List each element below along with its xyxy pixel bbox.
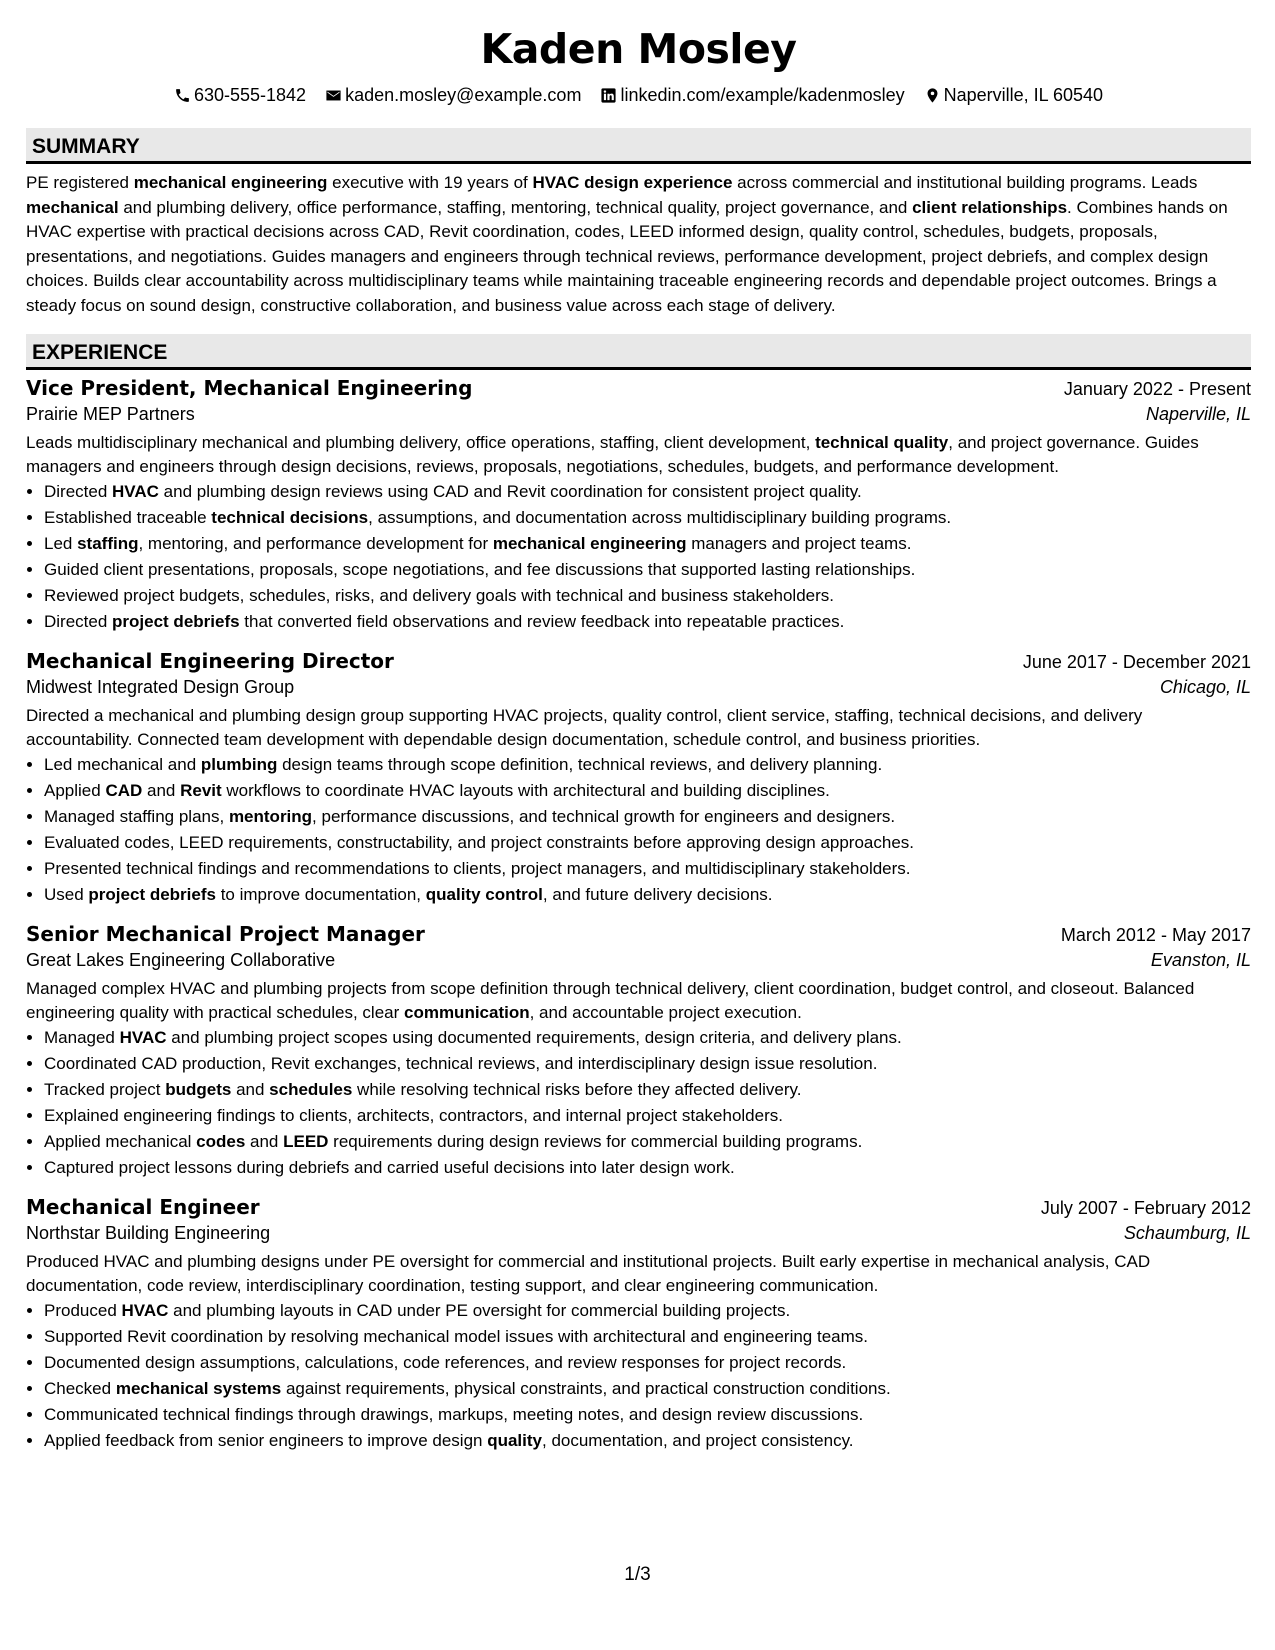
email-icon (325, 87, 342, 104)
bold-keyword: mechanical (26, 197, 119, 217)
bold-keyword: mechanical engineering (133, 173, 328, 192)
bold-keyword: HVAC (119, 1028, 167, 1047)
job-description (26, 1250, 1251, 1298)
contact-line (26, 83, 1251, 107)
text-segment: , and future delivery decisions. (542, 885, 773, 904)
company-name: Prairie MEP Partners (26, 404, 195, 424)
bold-keyword: schedules (269, 1080, 353, 1099)
job-title: Mechanical Engineering Director (26, 649, 394, 673)
list-item (44, 1155, 1251, 1181)
text-segment: Applied (44, 781, 106, 800)
text-segment: and (142, 781, 181, 800)
email-item (325, 83, 581, 107)
summary-heading: SUMMARY (26, 128, 1251, 164)
text-segment: , and project governance. Guides managers and engineers through design decisions, reviews, proposals, negotiations, schedules, budgets, and performance development. (26, 433, 1199, 476)
job-description (26, 431, 1251, 479)
text-segment: Led mechanical and (44, 755, 201, 774)
list-item (44, 752, 1251, 778)
list-item (44, 505, 1251, 531)
list-item (44, 1298, 1251, 1324)
text-segment: Evaluated codes, LEED requirements, constructability, and project constraints before approving design approaches. (44, 833, 915, 852)
list-item (44, 804, 1251, 830)
job-title-row (26, 376, 1251, 400)
job-bullets (26, 1025, 1251, 1181)
text-segment: to improve documentation, (215, 885, 426, 904)
text-segment: Directed a mechanical and plumbing design group supporting HVAC projects, quality control, client service, staffing, technical decisions, and delivery accountability. Connected team development with dependable design documentation, schedule control, and business priorities. (26, 706, 1143, 749)
job-company-row (26, 950, 1251, 971)
job-company-row (26, 1223, 1251, 1244)
bold-keyword: LEED (283, 1132, 329, 1151)
bold-keyword: communication (403, 1003, 530, 1022)
text-segment: Captured project lessons during debriefs and carried useful decisions into later design work. (44, 1158, 735, 1177)
list-item (44, 778, 1251, 804)
text-segment: Directed (44, 482, 113, 501)
location-pin-icon (924, 87, 941, 104)
job-description (26, 977, 1251, 1025)
linkedin-item (600, 83, 904, 107)
list-item (44, 583, 1251, 609)
text-segment: , documentation, and project consistency. (542, 1431, 854, 1450)
bold-keyword: mentoring (228, 807, 313, 826)
experience-list (26, 376, 1251, 1454)
job-entry (26, 376, 1251, 635)
bold-keyword: HVAC (112, 482, 159, 501)
list-item (44, 1324, 1251, 1350)
text-segment: Communicated technical findings through drawings, markups, meeting notes, and design review discussions. (44, 1405, 864, 1424)
job-bullets (26, 1298, 1251, 1454)
text-segment: and plumbing design reviews using CAD and Revit coordination for consistent project quality. (158, 482, 862, 501)
text-segment: requirements during design reviews for commercial building programs. (328, 1132, 863, 1151)
list-item (44, 1428, 1251, 1454)
text-segment: and (245, 1132, 284, 1151)
bold-keyword: Revit (180, 781, 222, 800)
text-segment: Coordinated CAD production, Revit exchanges, technical reviews, and interdisciplinary design issue resolution. (44, 1054, 878, 1073)
text-segment: executive with 19 years of (327, 173, 533, 192)
text-segment: Tracked project (44, 1080, 166, 1099)
linkedin-icon (600, 87, 617, 104)
job-title-row (26, 1195, 1251, 1219)
list-item (44, 830, 1251, 856)
text-segment: PE registered (26, 173, 134, 192)
job-company-row (26, 677, 1251, 698)
text-segment: workflows to coordinate HVAC layouts with architectural and building disciplines. (221, 781, 830, 800)
bold-keyword: client relationships (912, 197, 1068, 217)
text-segment: Used (44, 885, 89, 904)
text-segment: , and accountable project execution. (529, 1003, 802, 1022)
bold-keyword: plumbing (200, 755, 278, 774)
list-item (44, 856, 1251, 882)
text-segment: Explained engineering findings to clients, architects, contractors, and internal project stakeholders. (44, 1106, 783, 1125)
text-segment: design teams through scope definition, technical reviews, and delivery planning. (277, 755, 883, 774)
bold-keyword: mechanical systems (115, 1379, 282, 1398)
text-segment: and (231, 1080, 270, 1099)
company-name: Northstar Building Engineering (26, 1223, 271, 1243)
list-item (44, 1129, 1251, 1155)
bold-keyword: HVAC (121, 1301, 169, 1320)
summary-text (26, 171, 1251, 318)
text-segment: Presented technical findings and recommendations to clients, project managers, and multidisciplinary stakeholders. (44, 859, 911, 878)
bold-keyword: quality (487, 1431, 542, 1450)
resume-page (26, 0, 1251, 1454)
job-dates: July 2007 - February 2012 (1040, 1198, 1251, 1218)
bold-keyword: project debriefs (112, 612, 240, 631)
job-entry (26, 1195, 1251, 1454)
text-segment: Led (44, 534, 78, 553)
text-segment: against requirements, physical constraints, and practical construction conditions. (281, 1379, 891, 1398)
job-entry (26, 922, 1251, 1181)
list-item (44, 609, 1251, 635)
job-description (26, 704, 1251, 752)
company-name: Midwest Integrated Design Group (26, 677, 295, 697)
text-segment: and plumbing layouts in CAD under PE oversight for commercial building projects. (168, 1301, 791, 1320)
job-title-row (26, 649, 1251, 673)
job-dates: June 2017 - December 2021 (1022, 652, 1251, 672)
bold-keyword: CAD (105, 781, 143, 800)
list-item (44, 882, 1251, 908)
text-segment: Managed staffing plans, (44, 807, 229, 826)
list-item (44, 531, 1251, 557)
job-dates: March 2012 - May 2017 (1060, 925, 1251, 945)
job-bullets (26, 752, 1251, 908)
text-segment: . Combines hands on HVAC expertise with practical decisions across CAD, Revit coordination, codes, LEED informed design, quality control, schedules, budgets, proposals, presentations, and negotiations. Guides managers and engineers through technical reviews, performance development, project debriefs, and complex design choices. Builds clear accountability across multidisciplinary teams while maintaining traceable engineering records and dependable project outcomes. Brings a steady focus on sound design, constructive collaboration, and business value across each stage of delivery. (26, 197, 1228, 315)
experience-heading: EXPERIENCE (26, 334, 1251, 370)
email-address[interactable]: kaden.mosley@example.com (345, 85, 582, 105)
job-location: Chicago, IL (1159, 677, 1251, 697)
list-item (44, 1103, 1251, 1129)
text-segment: Directed (44, 612, 113, 631)
text-segment: Established traceable (44, 508, 212, 527)
text-segment: Documented design assumptions, calculations, code references, and review responses for project records. (44, 1353, 847, 1372)
text-segment: Managed complex HVAC and plumbing projects from scope definition through technical delivery, client coordination, budget control, and closeout. Balanced engineering quality with practical schedules, clear (26, 979, 1195, 1022)
text-segment: , mentoring, and performance development for (138, 534, 493, 553)
bold-keyword: technical decisions (211, 508, 369, 527)
phone-item (174, 83, 306, 107)
job-location: Schaumburg, IL (1123, 1223, 1251, 1243)
text-segment: Checked (44, 1379, 116, 1398)
text-segment: , performance discussions, and technical growth for engineers and designers. (312, 807, 896, 826)
text-segment: Produced HVAC and plumbing designs under PE oversight for commercial and institutional projects. Built early expertise in mechanical analysis, CAD documentation, code review, interdisciplinary coordination, testing support, and clear engineering communication. (26, 1252, 1151, 1295)
job-title: Mechanical Engineer (26, 1195, 260, 1219)
bold-keyword: staffing (77, 534, 139, 553)
bold-keyword: HVAC design experience (532, 173, 733, 192)
text-segment: across commercial and institutional building programs. Leads (732, 173, 1198, 192)
location-text: Naperville, IL 60540 (943, 85, 1104, 105)
list-item (44, 1376, 1251, 1402)
job-company-row (26, 404, 1251, 425)
text-segment: and plumbing project scopes using documented requirements, design criteria, and delivery plans. (166, 1028, 902, 1047)
bold-keyword: budgets (165, 1080, 232, 1099)
text-segment: that converted field observations and review feedback into repeatable practices. (239, 612, 845, 631)
job-location: Evanston, IL (1150, 950, 1251, 970)
bold-keyword: project debriefs (88, 885, 216, 904)
company-name: Great Lakes Engineering Collaborative (26, 950, 336, 970)
text-segment: Managed (44, 1028, 120, 1047)
text-segment: managers and project teams. (686, 534, 912, 553)
text-segment: Applied feedback from senior engineers to improve design (44, 1431, 488, 1450)
text-segment: Guided client presentations, proposals, scope negotiations, and fee discussions that supported lasting relationships. (44, 560, 916, 579)
job-bullets (26, 479, 1251, 635)
job-title: Senior Mechanical Project Manager (26, 922, 425, 946)
location-item (924, 83, 1103, 107)
list-item (44, 1350, 1251, 1376)
job-entry (26, 649, 1251, 908)
text-segment: , assumptions, and documentation across multidisciplinary building programs. (368, 508, 952, 527)
list-item (44, 1051, 1251, 1077)
list-item (44, 1025, 1251, 1051)
bold-keyword: technical quality (815, 433, 949, 452)
text-segment: Supported Revit coordination by resolving mechanical model issues with architectural and engineering teams. (44, 1327, 869, 1346)
phone-number[interactable]: 630-555-1842 (193, 85, 307, 105)
job-location: Naperville, IL (1145, 404, 1251, 424)
text-segment: Leads multidisciplinary mechanical and plumbing delivery, office operations, staffing, client development, (26, 433, 816, 452)
list-item (44, 1402, 1251, 1428)
text-segment: while resolving technical risks before they affected delivery. (352, 1080, 802, 1099)
page-number: 1/3 (624, 1564, 651, 1585)
phone-icon (174, 87, 191, 104)
bold-keyword: codes (196, 1132, 246, 1151)
list-item (44, 1077, 1251, 1103)
list-item (44, 479, 1251, 505)
text-segment: and plumbing delivery, office performance, staffing, mentoring, technical quality, project governance, and (118, 197, 913, 217)
job-title-row (26, 922, 1251, 946)
text-segment: Produced (44, 1301, 122, 1320)
list-item (44, 557, 1251, 583)
text-segment: Reviewed project budgets, schedules, risks, and delivery goals with technical and business stakeholders. (44, 586, 834, 605)
text-segment: Applied mechanical (44, 1132, 197, 1151)
linkedin-url[interactable]: linkedin.com/example/kadenmosley (620, 85, 905, 105)
job-dates: January 2022 - Present (1063, 379, 1251, 399)
bold-keyword: mechanical engineering (492, 534, 687, 553)
candidate-name: Kaden Mosley (480, 25, 797, 73)
bold-keyword: quality control (425, 885, 543, 904)
job-title: Vice President, Mechanical Engineering (26, 376, 473, 400)
